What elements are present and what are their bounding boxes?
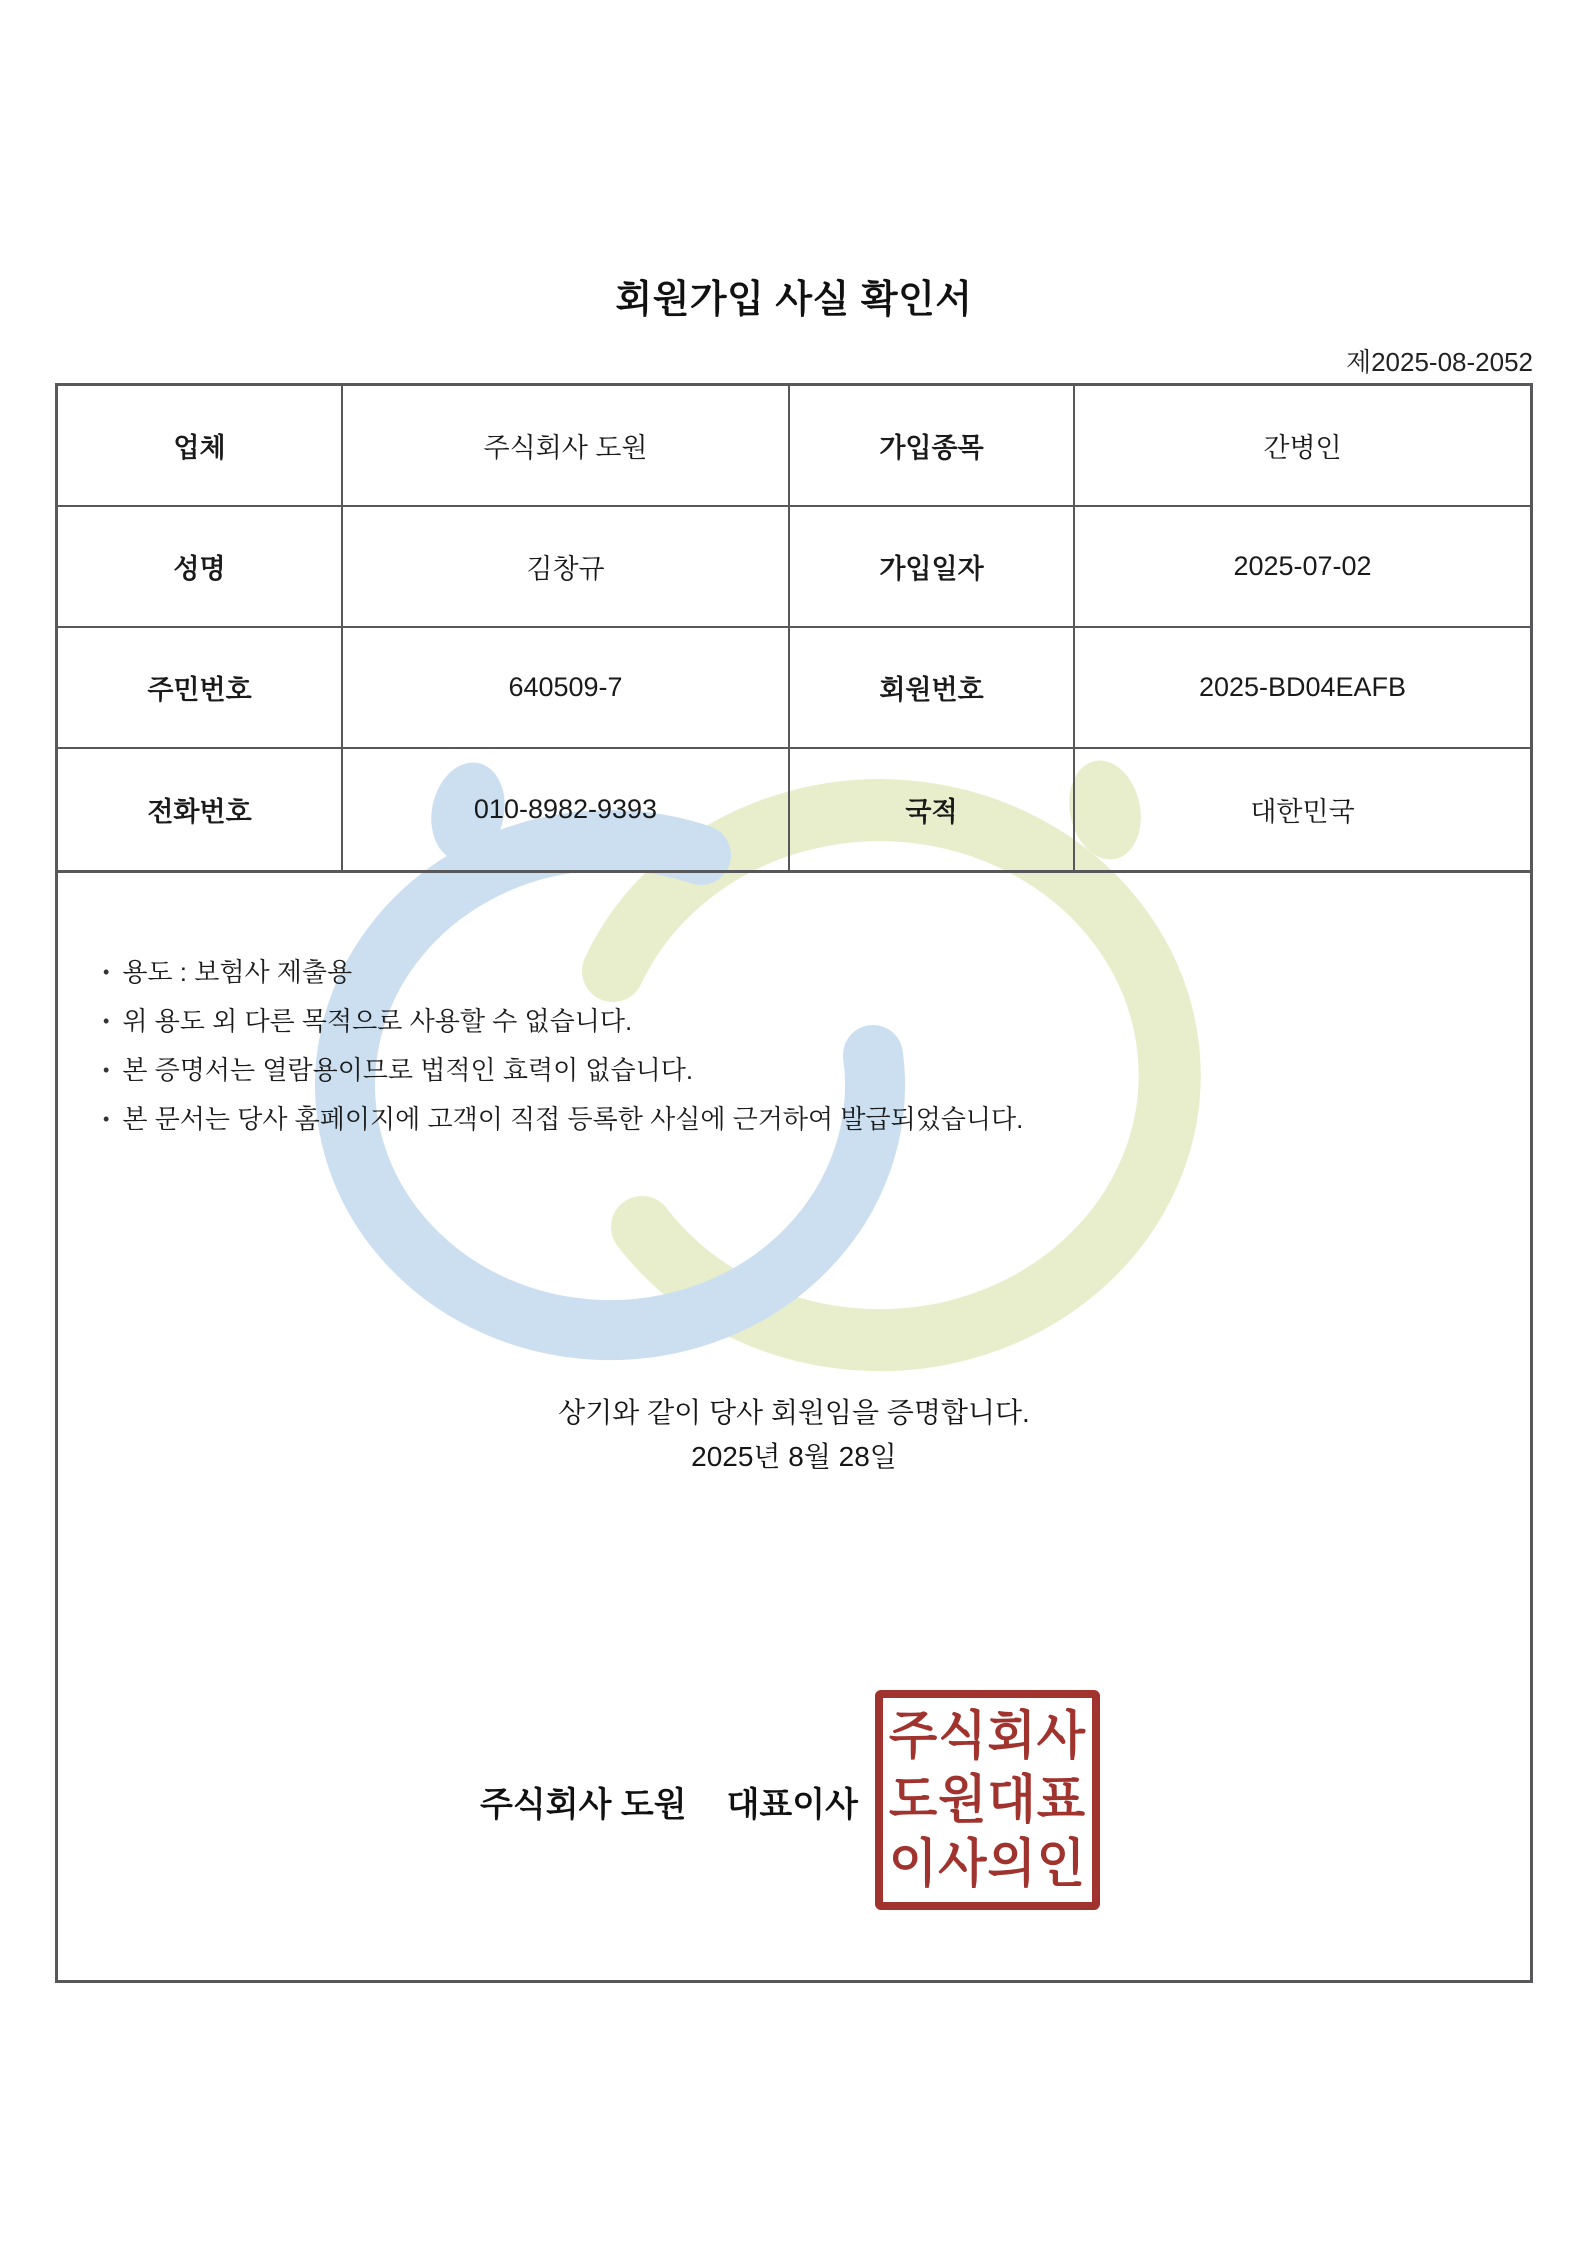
bullet-icon: •: [103, 1060, 110, 1080]
seal-text-row: 이사의인: [888, 1834, 1087, 1894]
notes-list: [103, 959, 1023, 1155]
table-value-join-date: 2025-07-02: [1075, 507, 1530, 628]
table-value-company: 주식회사 도원: [343, 386, 790, 507]
table-label-phone: 전화번호: [58, 749, 343, 870]
table-value-member-number: 2025-BD04EAFB: [1075, 628, 1530, 749]
table-label-join-date: 가입일자: [790, 507, 1075, 628]
table-label-membership-type: 가입종목: [790, 386, 1075, 507]
bullet-icon: •: [103, 1109, 110, 1129]
table-label-nationality: 국적: [790, 749, 1075, 870]
note-item-legal: [103, 1057, 1023, 1083]
seal-text-row: 주식회사: [888, 1706, 1087, 1766]
signature-line: [419, 1780, 919, 1830]
statement-line: 상기와 같이 당사 회원임을 증명합니다.: [558, 1397, 1030, 1428]
table-value-resident-number: 640509-7: [343, 628, 790, 749]
note-item-restriction: [103, 1008, 1023, 1034]
seal-text-row: 도원대표: [888, 1770, 1087, 1830]
table-label-name: 성명: [58, 507, 343, 628]
certificate-box: [55, 383, 1533, 1983]
table-value-phone: 010-8982-9393: [343, 749, 790, 870]
note-text: 용도 : 보험사 제출용: [122, 957, 353, 987]
page-title: 회원가입 사실 확인서: [615, 279, 973, 321]
note-text: 위 용도 외 다른 목적으로 사용할 수 없습니다.: [122, 1006, 633, 1036]
table-value-name: 김창규: [343, 507, 790, 628]
ceo-title: 대표이사: [726, 1786, 858, 1824]
note-text: 본 증명서는 열람용이므로 법적인 효력이 없습니다.: [122, 1055, 694, 1085]
table-value-membership-type: 간병인: [1075, 386, 1530, 507]
note-item-source: [103, 1106, 1023, 1132]
table-value-nationality: 대한민국: [1250, 797, 1355, 827]
statement-date: 2025년 8월 28일: [691, 1441, 897, 1472]
note-item-usage: [103, 959, 1023, 985]
table-label-company: 업체: [58, 386, 343, 507]
table-label-member-number: 회원번호: [790, 628, 1075, 749]
member-info-table: [58, 386, 1530, 873]
company-name: 주식회사 도원: [480, 1786, 687, 1824]
document-number: 제2025-08-2052: [1345, 347, 1533, 377]
bullet-icon: •: [103, 962, 110, 982]
certification-statement: [58, 1391, 1530, 1479]
table-label-resident-number: 주민번호: [58, 628, 343, 749]
corporate-seal-stamp: [875, 1690, 1100, 1910]
note-text: 본 문서는 당사 홈페이지에 고객이 직접 등록한 사실에 근거하여 발급되었습니다.: [122, 1104, 1024, 1134]
bullet-icon: •: [103, 1011, 110, 1031]
